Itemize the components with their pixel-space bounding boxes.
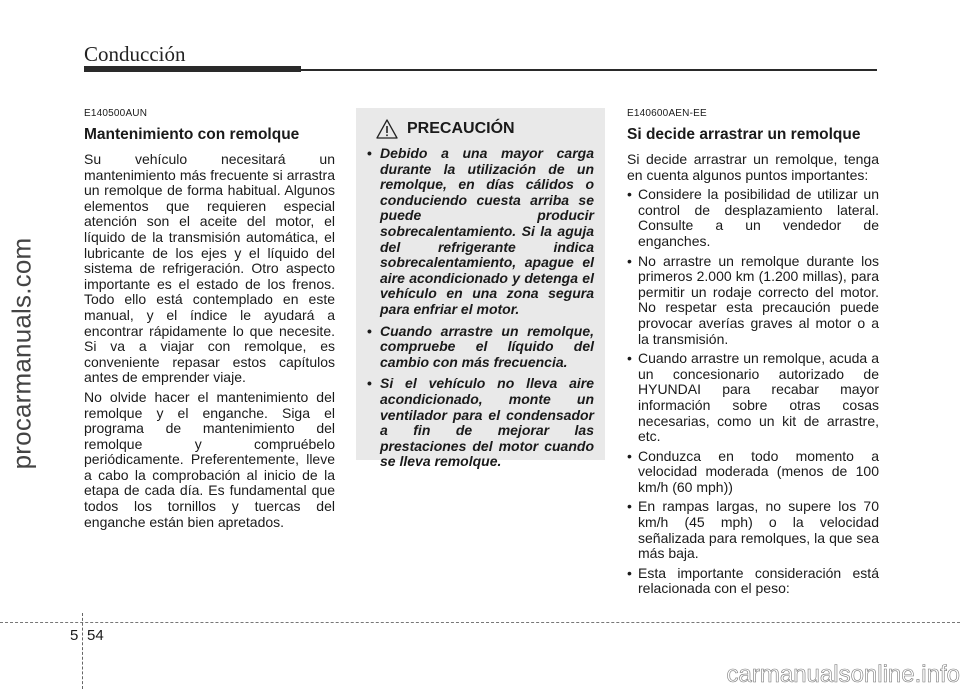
footer-separator-vertical	[82, 613, 83, 689]
right-column	[627, 108, 879, 601]
list-item: • Cuando arrastre un remolque, acuda a un concesionario autorizado de HYUNDAI para recabar mayor información sobre otras cosas necesarias, como un kit de arrastre, etc.	[627, 351, 879, 445]
header-rule-thick	[84, 66, 301, 72]
bullet-list	[627, 187, 879, 597]
section-title: Si decide arrastrar un remolque	[627, 126, 861, 143]
intro-paragraph: Si decide arrastrar un remolque, tenga en cuenta algunos puntos importantes:	[627, 151, 879, 183]
list-item: • Considere la posibilidad de utilizar un control de desplazamiento lateral. Consulte a un vendedor de enganches.	[627, 187, 879, 249]
section-title: Mantenimiento con remolque	[84, 126, 300, 143]
section-code: E140600AEN-EE	[627, 108, 707, 119]
caution-item: • Si el vehículo no lleva aire acondicionado, monte un ventilador para el condensador a fin de mejorar las prestaciones del motor cuando se lleva remolque.	[367, 376, 594, 470]
caution-title: PRECAUCIÓN	[407, 120, 515, 137]
list-item: • En rampas largas, no supere los 70 km/h (45 mph) o la velocidad señalizada para remolques, la que sea más baja.	[627, 499, 879, 561]
footer-separator-horizontal	[0, 622, 960, 623]
section-code: E140500AUN	[84, 108, 148, 119]
page-header-title: Conducción	[84, 42, 186, 66]
left-column	[84, 108, 335, 534]
bottom-watermark: carmanualsonline.info	[726, 661, 960, 688]
paragraph: Su vehículo necesitará un mantenimiento más frecuente si arrastra un remolque de forma habitual. Algunos elementos que requieren especial atención son el aceite del motor, el líquido de la transmisión automática, el lubricante de los ejes y el líquido del sistema de refrigeración. Otro aspecto importante es el estado de los frenos. Todo ello está contemplado en este manual, y el índice le ayudará a encontrar rápidamente lo que necesite. Si va a viajar con remolque, es conveniente repasar estos capítulos antes de emprender viaje.	[84, 151, 335, 386]
header-rule-thin	[301, 69, 877, 71]
warning-icon	[375, 118, 399, 140]
list-item: • Conduzca en todo momento a velocidad moderada (menos de 100 km/h (60 mph))	[627, 449, 879, 496]
chapter-number: 5	[70, 627, 79, 644]
caution-item: • Cuando arrastre un remolque, compruebe el líquido del cambio con más frecuencia.	[367, 324, 594, 371]
caution-list	[367, 146, 594, 470]
caution-box	[356, 108, 605, 470]
caution-item: • Debido a una mayor carga durante la utilización de un remolque, en días cálidos o conduciendo cuesta arriba se puede producir sobrecalentamiento. Si la aguja del refrigerante indica sobrecalentamiento, apague el aire acondicionado y detenga el vehículo en una zona segura para enfriar el motor.	[367, 146, 594, 318]
list-item: • Esta importante consideración está relacionada con el peso:	[627, 566, 879, 597]
caution-header	[375, 118, 594, 140]
side-watermark: procarmanuals.com	[6, 237, 37, 470]
list-item: • No arrastre un remolque durante los primeros 2.000 km (1.200 millas), para permitir un rodaje correcto del motor. No respetar esta precaución puede provocar averías graves al motor o a la transmisión.	[627, 254, 879, 348]
paragraph: No olvide hacer el mantenimiento del remolque y el enganche. Siga el programa de mantenimiento del remolque y compruébelo periódicamente. Preferentemente, lleve a cabo la comprobación al inicio de la etapa de cada día. Es fundamental que todos los tornillos y tuercas del enganche están bien apretados.	[84, 388, 335, 530]
page-number: 54	[87, 627, 104, 644]
